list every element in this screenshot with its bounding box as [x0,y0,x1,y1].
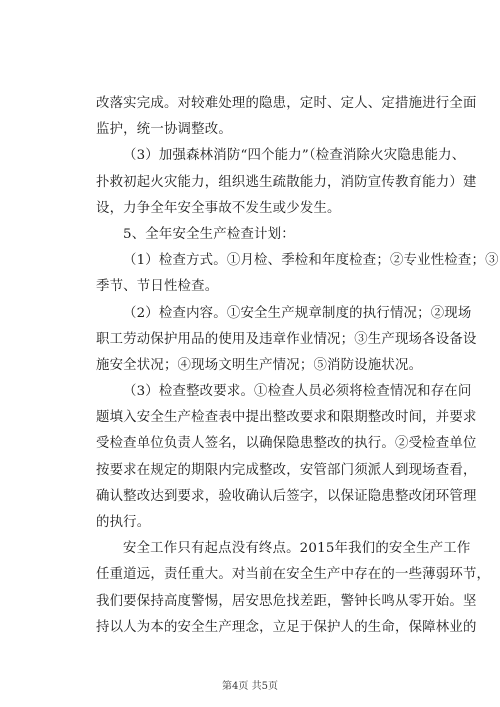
body-line: 施安全状况；④现场文明生产情况；⑤消防设施状况。 [96,357,423,373]
body-line: 监护，统一协调整改。 [96,122,232,138]
body-line: 任重道远，责任重大。对当前在安全生产中存在的一些薄弱环节， [96,567,491,583]
body-line: （3）加强森林消防“四个能力”（检查消除火灾隐患能力、 [123,148,466,164]
body-line: 我们要保持高度警惕，居安思危找差距，警钟长鸣从零开始。坚 [96,593,477,609]
body-line: （1）检查方式。①月检、季检和年度检查；②专业性检查；③ [123,253,499,269]
body-line: 改落实完成。对较难处理的隐患，定时、定人、定措施进行全面 [96,96,477,111]
page-footer: 第4页 共5页 [222,681,278,692]
body-line: （3）检查整改要求。①检查人员必须将检查情况和存在问 [123,384,472,400]
body-line: 的执行。 [96,515,151,530]
body-line: 确认整改达到要求，验收确认后签字，以保证隐患整改闭环管理 [96,488,477,504]
section-heading: 5、全年安全生产检查计划： [123,226,295,242]
body-line: 按要求在规定的期限内完成整改，安管部门须派人到现场查看， [96,462,477,478]
body-line: 题填入安全生产检查表中提出整改要求和限期整改时间，并要求 [96,410,477,426]
body-line: （2）检查内容。①安全生产规章制度的执行情况；②现场 [123,305,472,321]
body-line: 职工劳动保护用品的使用及违章作业情况；③生产现场各设备设 [96,331,477,347]
document-body [96,91,499,641]
body-line: 季节、节日性检查。 [96,279,219,295]
body-line: 设，力争全年安全事故不发生或少发生。 [96,200,341,216]
body-line: 持以人为本的安全生产理念，立足于保护人的生命，保障林业的 [96,619,477,635]
body-line: 安全工作只有起点没有终点。2015年我们的安全生产工作 [123,541,471,557]
body-line: 扑救初起火灾能力，组织逃生疏散能力，消防宣传教育能力）建 [96,174,477,190]
body-line: 受检查单位负责人签名，以确保隐患整改的执行。②受检查单位 [96,436,477,452]
